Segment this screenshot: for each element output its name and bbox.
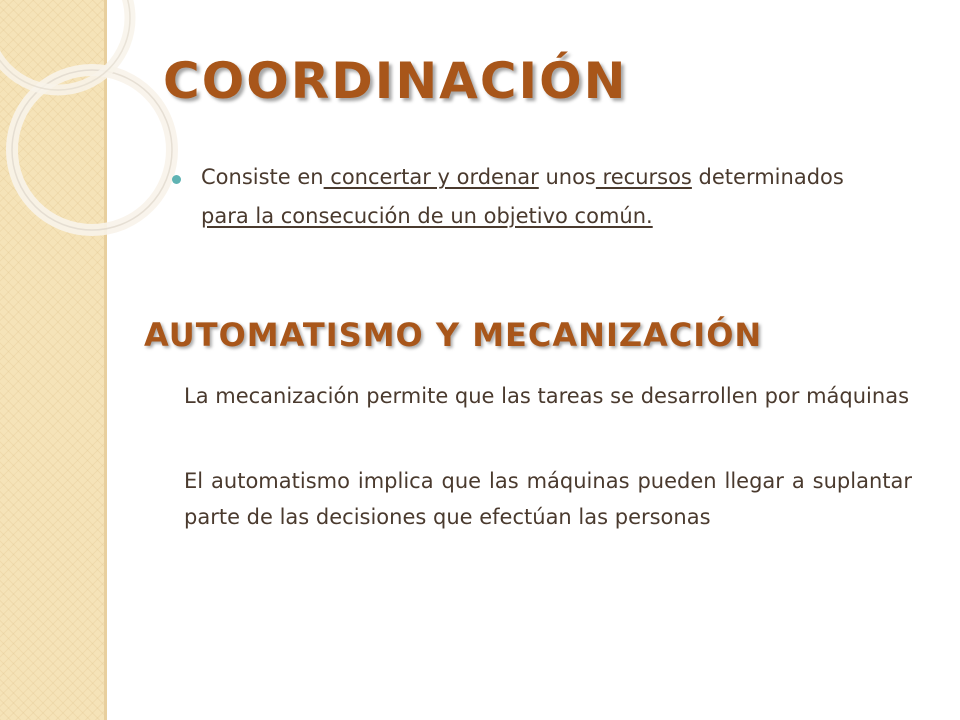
paragraph-automatismo: El automatismo implica que las máquinas pueden llegar a suplantar parte de las decisiones que efectúan las personas xyxy=(184,469,912,529)
bullet-text-1: Consiste en xyxy=(201,165,324,189)
bullet-item xyxy=(172,158,862,236)
decorative-rings xyxy=(0,0,200,240)
paragraph-mecanizacion: La mecanización permite que las tareas se desarrollen por máquinas xyxy=(184,384,910,408)
bullet-text xyxy=(201,158,862,236)
bullet-dot-icon xyxy=(172,175,181,184)
bullet-text-2: unos xyxy=(538,165,596,189)
bullet-underlined-1: concertar y ordenar xyxy=(323,165,539,189)
bullet-text-3: determinados xyxy=(691,165,844,189)
bullet-underlined-3: para la consecución de un objetivo común. xyxy=(201,204,653,228)
section-title: AUTOMATISMO Y MECANIZACIÓN xyxy=(144,316,763,354)
slide-title: COORDINACIÓN xyxy=(163,52,628,110)
bullet-underlined-2: recursos xyxy=(595,165,692,189)
